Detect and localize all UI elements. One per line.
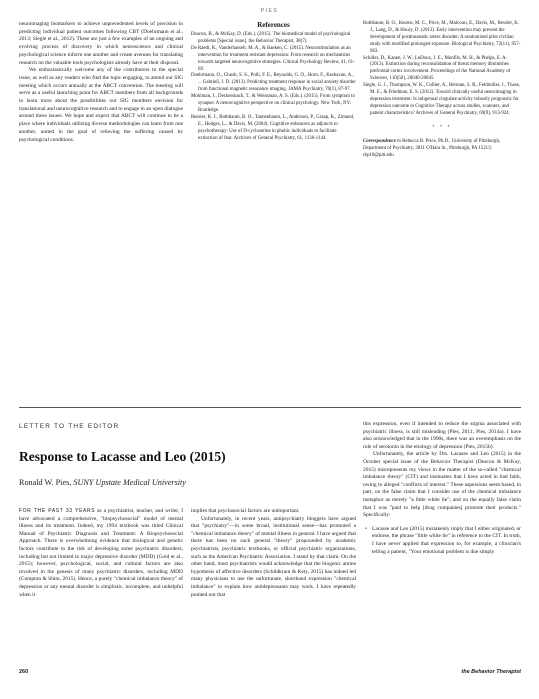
- top-column-1: [19, 21, 183, 144]
- reference-entry: Rothbaum, B. O., Kearns, M. C., Price, M., Malcoun, E., Davis, M., Ressler, K. J., Lang, D., & Houry, D. (2012). Early intervention may prevent the development of posttraumatic stress disorder: A randomized pilot civilian study with modified prolonged exposure. Biological Psychiatry, 72(11), 957-963.: [363, 21, 521, 54]
- reference-entry: Mohlman, J., Deckersbach, T., & Weissman, A. S. (Eds.). (2015). From symptom to synapse: A neurocognitive perspective on clinical psychology. New York, NY: Routledge.: [191, 94, 355, 113]
- reference-entry: De Raedt, R., Vanderhasselt, M. A., & Baeken, C. (2015). Neurostimulation as an intervention for treatment resistant depression: From research on mechanisms towards targeted neurocognitive strategies. Clinical Psychology Review, 41, 61-69.: [191, 45, 355, 72]
- paragraph-text: as a psychiatrist, teacher, and writer, I have advocated a comprehensive, "biopsychosocial" model of mental illness and its treatment. Indeed, my 1994 textbook was titled Clinical Manual of Psychiatric Diagnosis and Treatment: A Biopsychosocial Approach. There is overwhelming evidence that biological and genetic factors contribute to the risk of developing some psychiatric disorders, including but not limited to major depressive disorder (MDD) (Gold et al., 2015); however, psychological, social, and cultural factors are also involved in the genesis of many psychiatric disorders, including MDD (Compton & Shim, 2015). Hence, a purely "chemical imbalance theory" of depression or any mental disorder is simplistic, incomplete, and unhelpful when it: [19, 508, 184, 598]
- section-kicker: LETTER TO THE EDITOR: [19, 423, 120, 430]
- article-title: Response to Lacasse and Leo (2015): [19, 449, 226, 464]
- correspondence: [363, 139, 521, 160]
- journal-name: the Behavior Therapist: [461, 669, 521, 675]
- paragraph: We enthusiastically welcome any of the contributors to the special issue, as well as any readers who find the topic engaging, to attend our SIG meeting which occurs annually at the ABCT convention. The meeting will serve as a useful launching point for ABCT members from all backgrounds to learn more about the possibilities our SIG members envision for translational and neurocognitive research and to engage in an open dialogue around these issues. We hope and expect that ABCT will continue to be a place where individuals utilizing diverse methodologies can learn from one another, united in the goal of relieving the suffering caused by psychological conditions.: [19, 67, 183, 143]
- reference-entry: Siegle, G. J., Thompson, W. K., Collier, A., Berman, S. R., Feldmiller, J., Thase, M. E., & Friedman, E. S. (2012). Toward clinically useful neuroimaging in depression treatment: Is subgenual cingulate activity robustly prognostic for depression outcome in Cognitive Therapy across studies, scanners, and patient characteristics? Archives of General Psychiatry, 69(9), 913-924.: [363, 83, 521, 116]
- correspondence-text: to Rebecca B. Price, Ph.D., University of Pittsburgh, Department of Psychiatry, 3811 O'Hara St., Pittsburgh, PA 15213; rbp18@pitt.edu: [363, 139, 501, 159]
- page-number: 260: [19, 669, 29, 675]
- letter-column-1: [19, 508, 183, 599]
- paragraph: implies that psychosocial factors are unimportant.: [191, 508, 300, 514]
- references-column-1: [191, 21, 356, 143]
- paragraph: [19, 508, 183, 599]
- references-heading: References: [257, 21, 290, 29]
- running-head: PIES: [260, 8, 279, 14]
- bullet-item: • Lacasse and Leo (2015) mistakenly imply that I either originated, or endorse, the phrase "little white lie" in reference to the CIT. In truth, I have never applied that expression to, for example, a clinician's telling a patient, "Your emotional problem is due simply: [363, 526, 521, 556]
- section-separator: • • •: [432, 123, 452, 130]
- letter-column-2: [191, 508, 356, 599]
- references-column-2: [363, 21, 521, 160]
- section-divider: [19, 407, 521, 408]
- paragraph: this expression, even if intended to reduce the stigma associated with psychiatric illness, is still misleading (Pies, 2011; Pies, 2014a). I have also acknowledged that in the 1990s, there was an overemphasis on the role of serotonin in the etiology of depression (Pies, 2015b).: [363, 421, 521, 450]
- reference-entry: Deacon, B., & McKay, D. (Eds.). (2015). The biomedical model of psychological problems [Special issue]. the Behavior Therapist, 38(7).: [191, 32, 351, 44]
- author-affiliation: SUNY Upstate Medical University: [73, 478, 186, 487]
- letter-column-3: [363, 421, 521, 556]
- reference-entry: Schiller, D., Kanen, J. W., LeDoux, J. E., Monfils, M. H., & Phelps, E. A. (2013). Extinction during reconsolidation of threat memory diminishes prefrontal cortex involvement. Proceedings of the National Academy of Sciences, 110(50), 20040-20045.: [363, 55, 511, 82]
- lead-in: FOR THE PAST 33 YEARS: [19, 508, 96, 514]
- correspondence-label: Correspondence: [363, 139, 396, 145]
- paragraph: Unfortunately, in recent years, antipsychiatry bloggers have argued that "psychiatry"—in some broad, institutional sense—has promoted a "chemical imbalance theory" of mental illness in general. I have argued that there has been no such general "theory" propounded by academic psychiatrists, psychiatric textbooks, or official psychiatric organizations, such as the American Psychiatric Association. I stand by that claim. On the other hand, most psychiatrists would acknowledge that the biogenic amine hypothesis of affective disorders (Schildkraut & Kety, 2015) has indeed led many physicians to use the unfortunate, shorthand expression "chemical imbalance" to explain how antidepressants may work. I have repeatedly pointed out that: [191, 515, 356, 598]
- reference-entry: Ressler, K. J., Rothbaum, B. O., Tannenbaum, L., Anderson, P., Graap, K., Zimand, E., Hodges, L., & Davis, M. (2004). Cognitive enhancers as adjuncts to psychotherapy: Use of D-cycloserine in phobic individuals to facilitate extinction of fear. Archives of General Psychiatry, 61, 1136-1144.: [191, 114, 355, 141]
- author-name: Ronald W. Pies,: [19, 478, 72, 487]
- byline: [19, 478, 186, 487]
- paragraph: neuroimaging biomarkers to achieve unprecedented levels of precision in predicting individual patient outcomes following CBT (Doehrmann et al., 2013; Siegle et al., 2012). These are just a few examples of an ongoing and evolving process of discovery in which neuroscience and clinical psychological science inform one another and create avenues for translating research on the valuable tools psychologists already have at their disposal.: [19, 21, 183, 66]
- paragraph: Unfortunately, the article by Drs. Lacasse and Leo (2015) in the October special issue of the Behavior Therapist (Deacon & McKay, 2015) misrepresents my views in the matter of the so-called "chemical imbalance theory" (CIT) and insinuates that I have acted in bad faith, owing to alleged "conflicts of interest." These aspersions seem based, in part, on the false claim that I consider use of the chemical imbalance metaphor as merely "a little white lie"; and on the equally false claim that I was "paid to help [drug companies] promote their products." Specifically:: [363, 451, 521, 519]
- reference-entry: Doehrmann, O., Ghosh, S. S., Polli, F. E., Reynolds, G. O., Horn, F., Keshavan, A., ... Gabrieli, J. D. (2013). Predicting treatment response in social anxiety disorder from functional magnetic resonance imaging. JAMA Psychiatry, 70(1), 87-97.: [191, 73, 356, 93]
